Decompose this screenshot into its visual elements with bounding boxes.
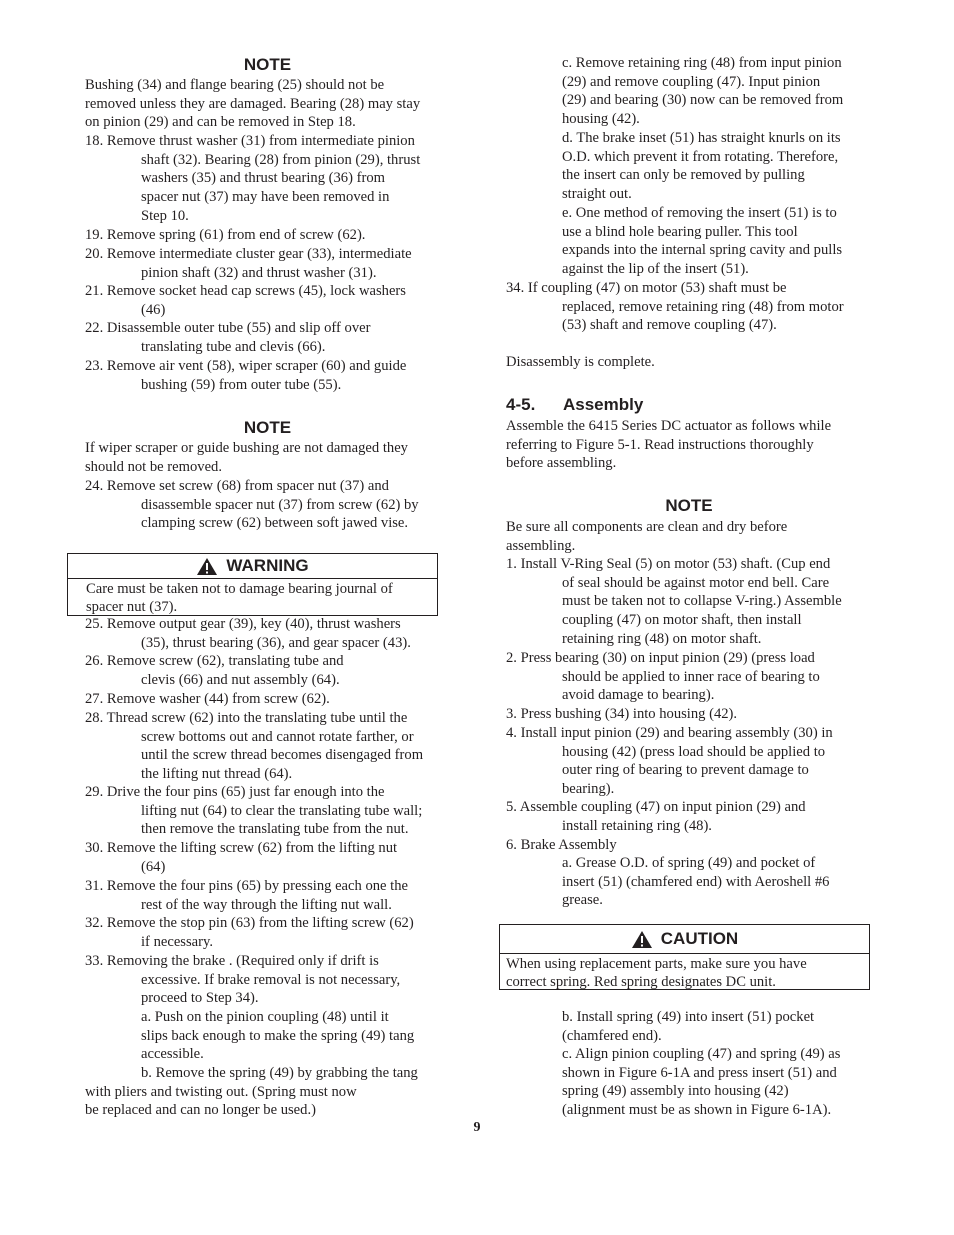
disassembly-complete: Disassembly is complete. bbox=[506, 354, 655, 370]
warning-triangle-icon bbox=[196, 557, 218, 576]
note-text: Bushing (34) and flange bearing (25) should not be removed unless they are damaged. Bearing (28) may stay on pinion (29) and can be removed in Step 18. bbox=[85, 77, 421, 131]
warning-text: Care must be taken not to damage bearing journal of spacer nut (37). bbox=[86, 581, 393, 616]
step-33b: b. Remove the spring (49) by grabbing the tang with pliers and twisting out. (Spring must now be replaced and can no longer be used.) bbox=[85, 1065, 418, 1119]
assembly-step-4: 4. Install input pinion (29) and bearing assembly (30) in housing (42) (press load should be applied to outer ring of bearing to prevent damage to bearing). bbox=[506, 725, 833, 798]
note-heading: NOTE bbox=[665, 496, 713, 515]
step-19: 19. Remove spring (61) from end of screw (62). bbox=[85, 227, 366, 243]
note-heading: NOTE bbox=[243, 55, 292, 74]
warning-box bbox=[67, 553, 438, 616]
step-33: 33. Removing the brake . (Required only if drift is excessive. If brake removal is not necessary, proceed to Step 34). bbox=[85, 953, 401, 1007]
step-26: 26. Remove screw (62), translating tube and clevis (66) and nut assembly (64). bbox=[85, 653, 344, 688]
caution-text: When using replacement parts, make sure you have correct spring. Red spring designates DC unit. bbox=[506, 956, 807, 991]
section-heading bbox=[506, 395, 643, 415]
step-32: 32. Remove the stop pin (63) from the lifting screw (62) if necessary. bbox=[85, 915, 414, 950]
step-20: 20. Remove intermediate cluster gear (33), intermediate pinion shaft (32) and thrust washer (31). bbox=[85, 246, 412, 281]
assembly-step-2: 2. Press bearing (30) on input pinion (29) (press load should be applied to inner race of bearing to avoid damage to bearing). bbox=[506, 650, 820, 704]
assembly-step-3: 3. Press bushing (34) into housing (42). bbox=[506, 706, 738, 722]
section-number: 4-5. bbox=[506, 395, 536, 414]
assembly-step-6: 6. Brake Assembly bbox=[506, 837, 617, 853]
note-heading: NOTE bbox=[243, 418, 292, 437]
step-22: 22. Disassemble outer tube (55) and slip off over translating tube and clevis (66). bbox=[85, 320, 371, 355]
step-29: 29. Drive the four pins (65) just far enough into the lifting nut (64) to clear the translating tube wall; then remove the translating tube from the nut. bbox=[85, 784, 423, 838]
step-28: 28. Thread screw (62) into the translating tube until the screw bottoms out and cannot rotate farther, or until the screw thread becomes disengaged from the lifting nut thread (64). bbox=[85, 710, 424, 783]
caution-triangle-icon bbox=[631, 930, 653, 949]
step-30: 30. Remove the lifting screw (62) from the lifting nut (64) bbox=[85, 840, 398, 875]
caution-heading: CAUTION bbox=[660, 929, 739, 948]
step-33e: e. One method of removing the insert (51) is to use a blind hole bearing puller. This tool expands into the internal spring cavity and pulls against the lip of the insert (51). bbox=[562, 205, 843, 278]
step-18: 18. Remove thrust washer (31) from intermediate pinion shaft (32). Bearing (28) from pinion (29), thrust washers (35) and thrust bearing (36) from spacer nut (37) may have been removed in Step 10. bbox=[85, 133, 421, 224]
step-27: 27. Remove washer (44) from screw (62). bbox=[85, 691, 330, 707]
step-33a: a. Push on the pinion coupling (48) until it slips back enough to make the spring (49) tang accessible. bbox=[141, 1009, 415, 1063]
assembly-step-6c: c. Align pinion coupling (47) and spring (49) as shown in Figure 6-1A and press insert (51) and spring (49) assembly into housing (42) (alignment must be as shown in Figure 6-1A). bbox=[562, 1046, 841, 1119]
assembly-step-5: 5. Assemble coupling (47) on input pinion (29) and install retaining ring (48). bbox=[506, 799, 806, 834]
step-25: 25. Remove output gear (39), key (40), thrust washers (35), thrust bearing (36), and gear spacer (43). bbox=[85, 616, 411, 651]
assembly-intro: Assemble the 6415 Series DC actuator as follows while referring to Figure 5-1. Read instructions thoroughly before assembling. bbox=[506, 418, 832, 472]
step-33c: c. Remove retaining ring (48) from input pinion (29) and remove coupling (47). Input pinion (29) and bearing (30) now can be removed from housing (42). bbox=[562, 55, 844, 128]
step-34: 34. If coupling (47) on motor (53) shaft must be replaced, remove retaining ring (48) from motor (53) shaft and remove coupling (47). bbox=[506, 280, 844, 334]
caution-box bbox=[499, 924, 870, 990]
warning-heading: WARNING bbox=[226, 556, 309, 575]
page-number: 9 bbox=[473, 1120, 481, 1135]
step-31: 31. Remove the four pins (65) by pressing each one the rest of the way through the lifting nut wall. bbox=[85, 878, 409, 913]
section-title: Assembly bbox=[563, 395, 644, 414]
assembly-step-6a: a. Grease O.D. of spring (49) and pocket of insert (51) (chamfered end) with Aeroshell #6 grease. bbox=[562, 855, 830, 909]
note-text: Be sure all components are clean and dry before assembling. bbox=[506, 519, 788, 554]
note-text: If wiper scraper or guide bushing are not damaged they should not be removed. bbox=[85, 440, 408, 475]
step-33d: d. The brake inset (51) has straight knurls on its O.D. which prevent it from rotating. Therefore, the insert can only be removed by pulling straight out. bbox=[562, 130, 841, 203]
step-21: 21. Remove socket head cap screws (45), lock washers (46) bbox=[85, 283, 406, 318]
assembly-step-1: 1. Install V-Ring Seal (5) on motor (53) shaft. (Cup end of seal should be against motor end bell. Care must be taken not to collapse V-ring.) Assemble coupling (47) on motor shaft, then install retaining ring (48) on motor shaft. bbox=[506, 556, 842, 647]
step-24: 24. Remove set screw (68) from spacer nut (37) and disassemble spacer nut (37) from screw (62) by clamping screw (62) between soft jawed vise. bbox=[85, 478, 419, 532]
step-23: 23. Remove air vent (58), wiper scraper (60) and guide bushing (59) from outer tube (55). bbox=[85, 358, 407, 393]
assembly-step-6b: b. Install spring (49) into insert (51) pocket (chamfered end). bbox=[562, 1009, 815, 1044]
